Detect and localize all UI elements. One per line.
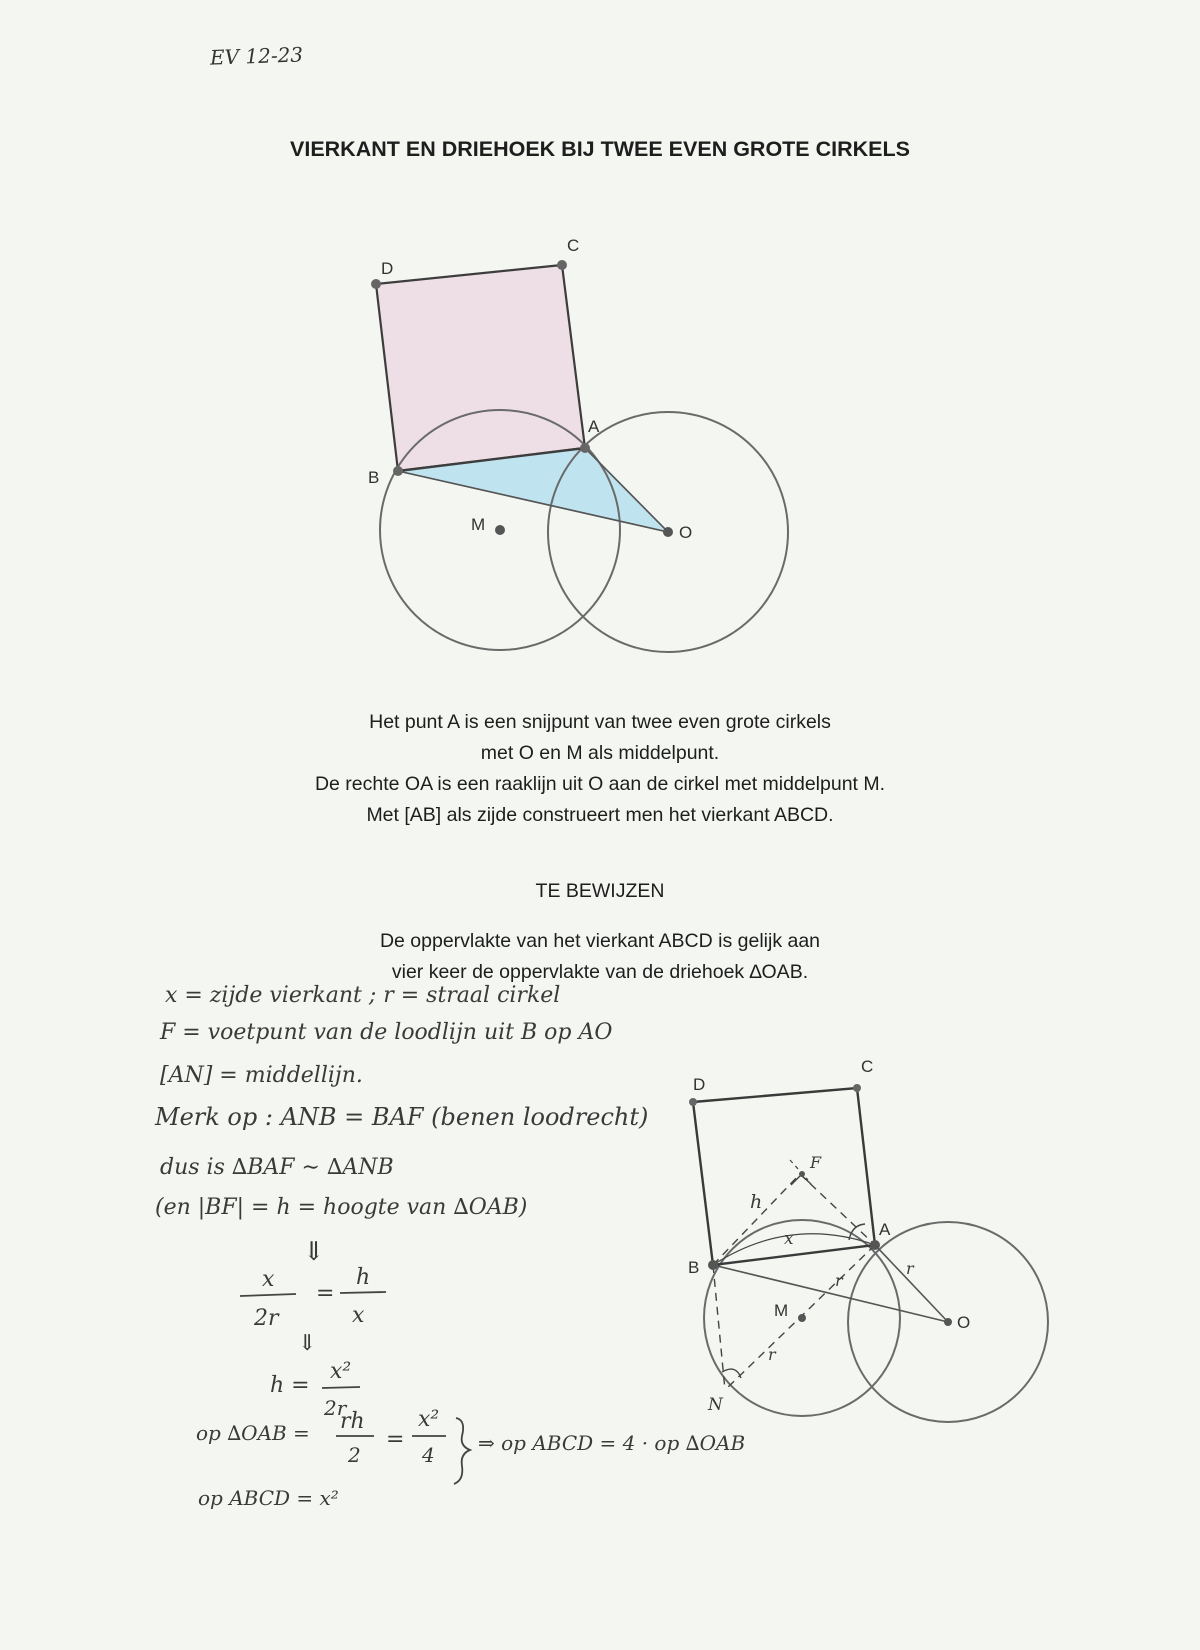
area-equals: =	[386, 1427, 405, 1452]
area-tri-den: 2	[348, 1443, 361, 1467]
hw-line-5: dus is ∆BAF ∼ ∆ANB	[160, 1155, 394, 1180]
mark-r-1: r	[906, 1259, 914, 1278]
label-C-2: C	[861, 1057, 874, 1076]
hw-line-4: Merk op : ANB = BAF (benen loodrecht)	[155, 1103, 649, 1131]
point-O-2	[944, 1318, 952, 1326]
mark-h: h	[750, 1191, 763, 1213]
frac1-den: 2r	[254, 1306, 279, 1331]
hw-line-6: (en |BF| = h = hoogte van ∆OAB)	[155, 1195, 528, 1220]
point-B-2	[708, 1260, 718, 1270]
label-O: O	[679, 523, 693, 542]
label-B-2: B	[688, 1258, 700, 1277]
mark-x: x	[784, 1229, 794, 1249]
statement-line: met O en M als middelpunt.	[480, 742, 720, 764]
label-D: D	[381, 259, 394, 278]
area-tri-lhs: op ∆OAB =	[196, 1421, 310, 1445]
area-square: op ABCD = x²	[198, 1486, 339, 1510]
label-O-2: O	[957, 1313, 971, 1332]
h-den: 2r	[324, 1396, 347, 1420]
area-tri-den2: 4	[422, 1443, 435, 1467]
point-F	[799, 1171, 805, 1177]
h-bar	[322, 1387, 360, 1388]
claim-line: De oppervlakte van het vierkant ABCD is gelijk aan	[379, 930, 821, 952]
label-C: C	[567, 236, 580, 255]
hw-line-3: [AN] = middellijn.	[160, 1063, 363, 1088]
hw-line-2: F = voetpunt van de loodlijn uit B op AO	[160, 1020, 613, 1045]
conclusion: ⇒ op ABCD = 4 · op ∆OAB	[478, 1431, 746, 1455]
reference-code: EV 12-23	[209, 42, 304, 70]
frac1-bar	[240, 1294, 296, 1296]
label-D-2: D	[693, 1075, 706, 1094]
frac1-num: x	[262, 1267, 275, 1292]
label-A: A	[588, 417, 600, 436]
label-A-2: A	[879, 1220, 891, 1239]
h-lhs: h =	[270, 1373, 310, 1398]
label-B: B	[368, 468, 380, 487]
mark-r-3: r	[768, 1345, 776, 1364]
area-tri-num2: x²	[418, 1407, 440, 1432]
hw-line-1: x = zijde vierkant ; r = straal cirkel	[165, 983, 561, 1008]
label-M: M	[471, 515, 486, 534]
point-M-2	[798, 1314, 806, 1322]
frac-equals: =	[316, 1281, 335, 1306]
area-tri-num: rh	[340, 1409, 365, 1434]
segment-AO-2	[875, 1245, 948, 1322]
brace	[454, 1418, 470, 1484]
h-num: x²	[330, 1359, 352, 1384]
frac2-num: h	[356, 1265, 371, 1290]
frac2-bar	[340, 1292, 386, 1293]
point-D-2	[689, 1098, 697, 1106]
page-title: VIERKANT EN DRIEHOEK BIJ TWEE EVEN GROTE CIRKELS	[290, 137, 910, 161]
statement-line: De rechte OA is een raaklijn uit O aan de cirkel met middelpunt M.	[314, 773, 886, 795]
point-C-2	[853, 1084, 861, 1092]
mark-r-2: r	[835, 1271, 843, 1290]
label-N: N	[708, 1395, 723, 1415]
arc-AB	[713, 1234, 875, 1265]
segment-BF	[713, 1174, 800, 1265]
hw-arrow-1: ⇓	[303, 1237, 325, 1267]
statement-line: Met [AB] als zijde construeert men het vierkant ABCD.	[366, 804, 834, 826]
hw-arrow-2: ⇓	[298, 1331, 317, 1356]
prove-heading: TE BEWIJZEN	[535, 880, 665, 902]
point-A-2	[870, 1240, 880, 1250]
statement-line: Het punt A is een snijpunt van twee even grote cirkels	[369, 711, 831, 733]
claim-line: vier keer de oppervlakte van de driehoek ∆OAB.	[391, 961, 809, 983]
label-F: F	[810, 1153, 822, 1172]
label-M-2: M	[774, 1301, 789, 1320]
frac2-den: x	[352, 1303, 365, 1328]
